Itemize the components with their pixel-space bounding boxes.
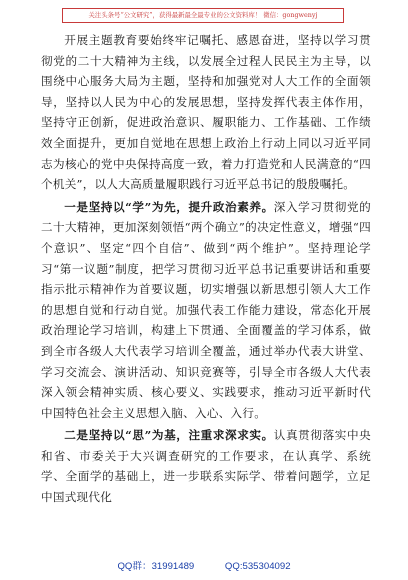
- paragraph-text: 深入学习贯彻党的二十大精神，更加深刻领悟“两个确立”的决定性意义，增强“四个意识”、坚定“四个自信”、做到“两个维护”。坚持理论学习“第一议题”制度，把学习贯彻习近平总书记重要讲话和重要指示批示精神作为首要议题，切实增强以新思想引领人大工作的思想自觉和行动自觉。加强代表工作能力建设，常态化开展政治理论学习培训，构建上下贯通、全面覆盖的学习体系，做到全市各级人大代表学习培训全覆盖，通过举办代表大讲堂、学习交流会、演讲活动、知识竞赛等，引导全市各级人大代表深入领会精神实质、核心要义、实践要求，推动习近平新时代中国特色社会主义思想入脑、入心、入行。: [41, 199, 371, 420]
- header-banner: 关注头条号“公文研究”，获得最新最全最专业的公文资料库！ 微信：gongwenyj: [62, 8, 344, 23]
- paragraph-lead: 一是坚持以“学”为先，提升政治素养。: [64, 199, 274, 214]
- paragraph-point-two: [41, 425, 371, 507]
- document-body: [41, 30, 371, 552]
- paragraph-point-one: [41, 197, 371, 424]
- paragraph-intro: [41, 30, 371, 195]
- paragraph-text: 开展主题教育要始终牢记嘱托、感恩奋进，坚持以学习贯彻党的二十大精神为主线，以发展全过程人民民主为主导，以围绕中心服务大局为主题，坚持和加强党对人大工作的全面领导，坚持以人民为中心的发展思想，坚持发挥代表主体作用，坚持守正创新，促进政治意识、履职能力、工作基础、工作绩效全面提升，更加自觉地在思想上政治上行动上同以习近平同志为核心的党中央保持高度一致，着力打造党和人民满意的“四个机关”，以人大高质量履职践行习近平总书记的殷殷嘱托。: [41, 33, 371, 192]
- paragraph-text: 认真贯彻落实中央和省、市委关于大兴调查研究的工作要求，在认真学、系统学、全面学的基础上，进一步联系实际学、带着问题学，立足中国式现代化: [41, 428, 371, 505]
- paragraph-lead: 二是坚持以“思”为基，注重求深求实。: [64, 428, 274, 443]
- footer-qq-group: QQ群：31991489: [117, 561, 195, 572]
- footer-contact: [0, 560, 408, 574]
- footer-qq: QQ:535304092: [224, 561, 291, 572]
